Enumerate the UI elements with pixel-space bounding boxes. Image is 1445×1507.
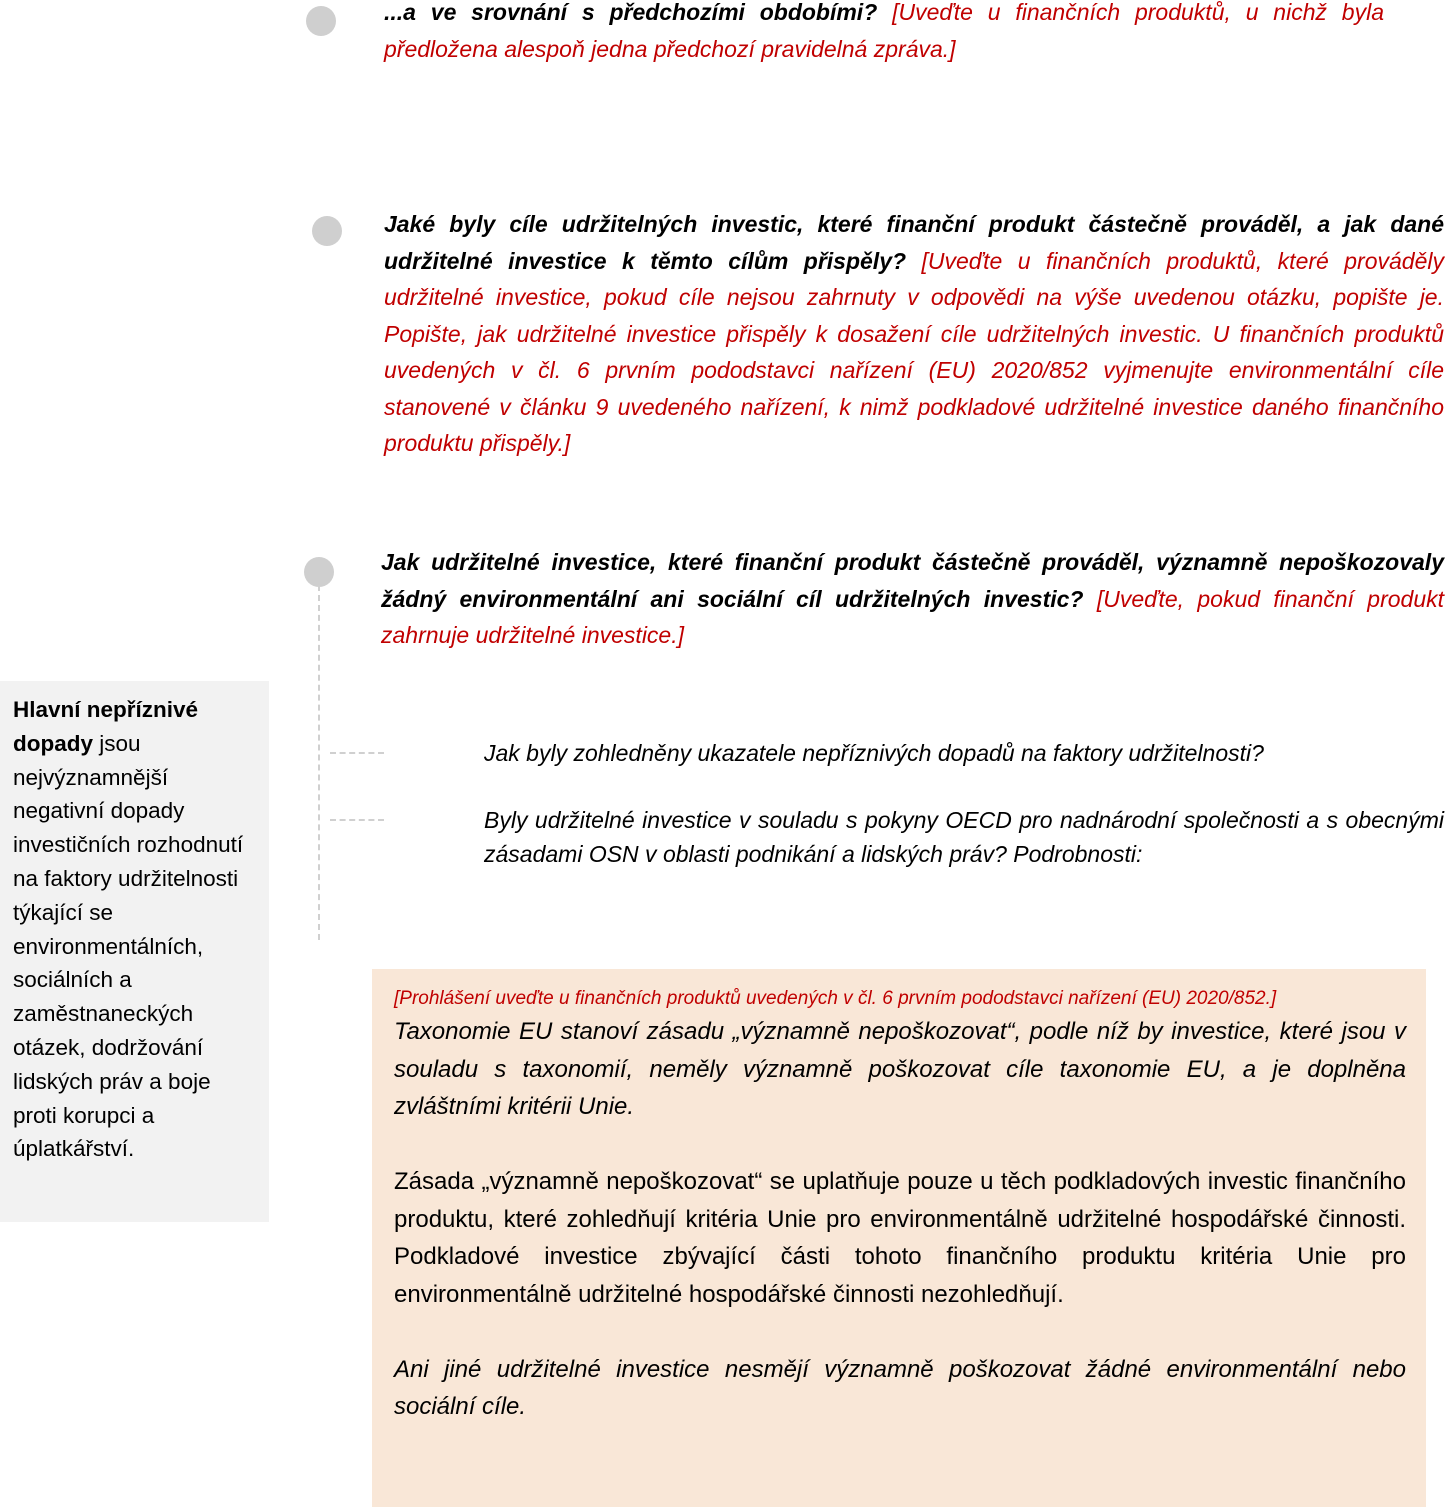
question-comparison-text: ...a ve srovnání s předchozími obdobími? (384, 0, 878, 25)
question-comparison (384, 0, 1384, 67)
question-objectives-text: Jaké byly cíle udržitelných investic, které finanční produkt částečně prováděl, a jak dané udržitelné investice k těmto cílům přispěly? (384, 211, 1444, 274)
subquestion-oecd: Byly udržitelné investice v souladu s pokyny OECD pro nadnárodní společnosti a s obecnými zásadami OSN v oblasti podnikání a lidských práv? Podrobnosti: (484, 807, 1444, 867)
info-box-paragraph: Zásada „významně nepoškozovat“ se uplatňuje pouze u těch podkladových investic finančního produktu, které zohledňují kritéria Unie pro environmentálně udržitelné hospodářské činnosti. Podkladové investice zbývající části tohoto finančního produktu kritéria Unie pro environmentálně udržitelné hospodářské činnosti nezohledňují. (394, 1168, 1406, 1308)
bullet-icon (306, 6, 336, 36)
definition-term: Hlavní nepříznivé dopady (13, 697, 199, 756)
info-box-paragraph: Taxonomie EU stanoví zásadu „významně nepoškozovat“, podle níž by investice, které jsou v souladu s taxonomií, neměly významně poškozovat cíle taxonomie EU, a je doplněna zvláštními kritérii Unie. (394, 1018, 1406, 1120)
info-box-paragraph: Ani jiné udržitelné investice nesmějí významně poškozovat žádné environmentální nebo sociální cíle. (394, 1355, 1406, 1420)
bullet-icon (304, 557, 334, 587)
subquestion-pai: Jak byly zohledněny ukazatele nepříznivých dopadů na faktory udržitelnosti? (484, 740, 1264, 766)
question-objectives-note: [Uveďte u finančních produktů, které prováděly udržitelné investice, pokud cíle nejsou zahrnuty v odpovědi na výše uvedenou otázku, popište je. Popište, jak udržitelné investice přispěly k dosažení cíle udržitelných investic. U finančních produktů uvedených v čl. 6 prvním pododstavci nařízení (EU) 2020/852 vyjmenujte environmentální cíle stanovené v článku 9 uvedeného nařízení, k nimž podkladové udržitelné investice daného finančního produktu přispěly.] (384, 247, 1444, 456)
connector-line (318, 585, 320, 940)
question-dnsh-note: [Uveďte, pokud finanční produkt zahrnuje udržitelné investice.] (381, 585, 1444, 648)
question-comparison-note: [Uveďte u finančních produktů, u nichž byla předložena alespoň jedna předchozí pravidelná zpráva.] (384, 0, 1384, 62)
question-dnsh (381, 544, 1444, 654)
connector-branch (330, 819, 384, 821)
connector-branch (330, 752, 384, 754)
question-dnsh-text: Jak udržitelné investice, které finanční produkt částečně prováděl, významně nepoškozovaly žádný environmentální ani sociální cíl udržitelných investic? (381, 549, 1444, 612)
info-box-note: [Prohlášení uveďte u finančních produktů uvedených v čl. 6 prvním pododstavci nařízení (EU) 2020/852.] (394, 988, 1277, 1009)
bullet-icon (312, 216, 342, 246)
taxonomy-info-box (372, 969, 1426, 1507)
question-objectives (384, 206, 1444, 462)
definition-text: jsou nejvýznamnější negativní dopady investičních rozhodnutí na faktory udržitelnosti týkající se environmentálních, sociálních a zaměstnaneckých otázek, dodržování lidských práv a boje proti korupci a úplatkářství. (13, 730, 244, 1162)
definition-sidebar (0, 681, 269, 1222)
